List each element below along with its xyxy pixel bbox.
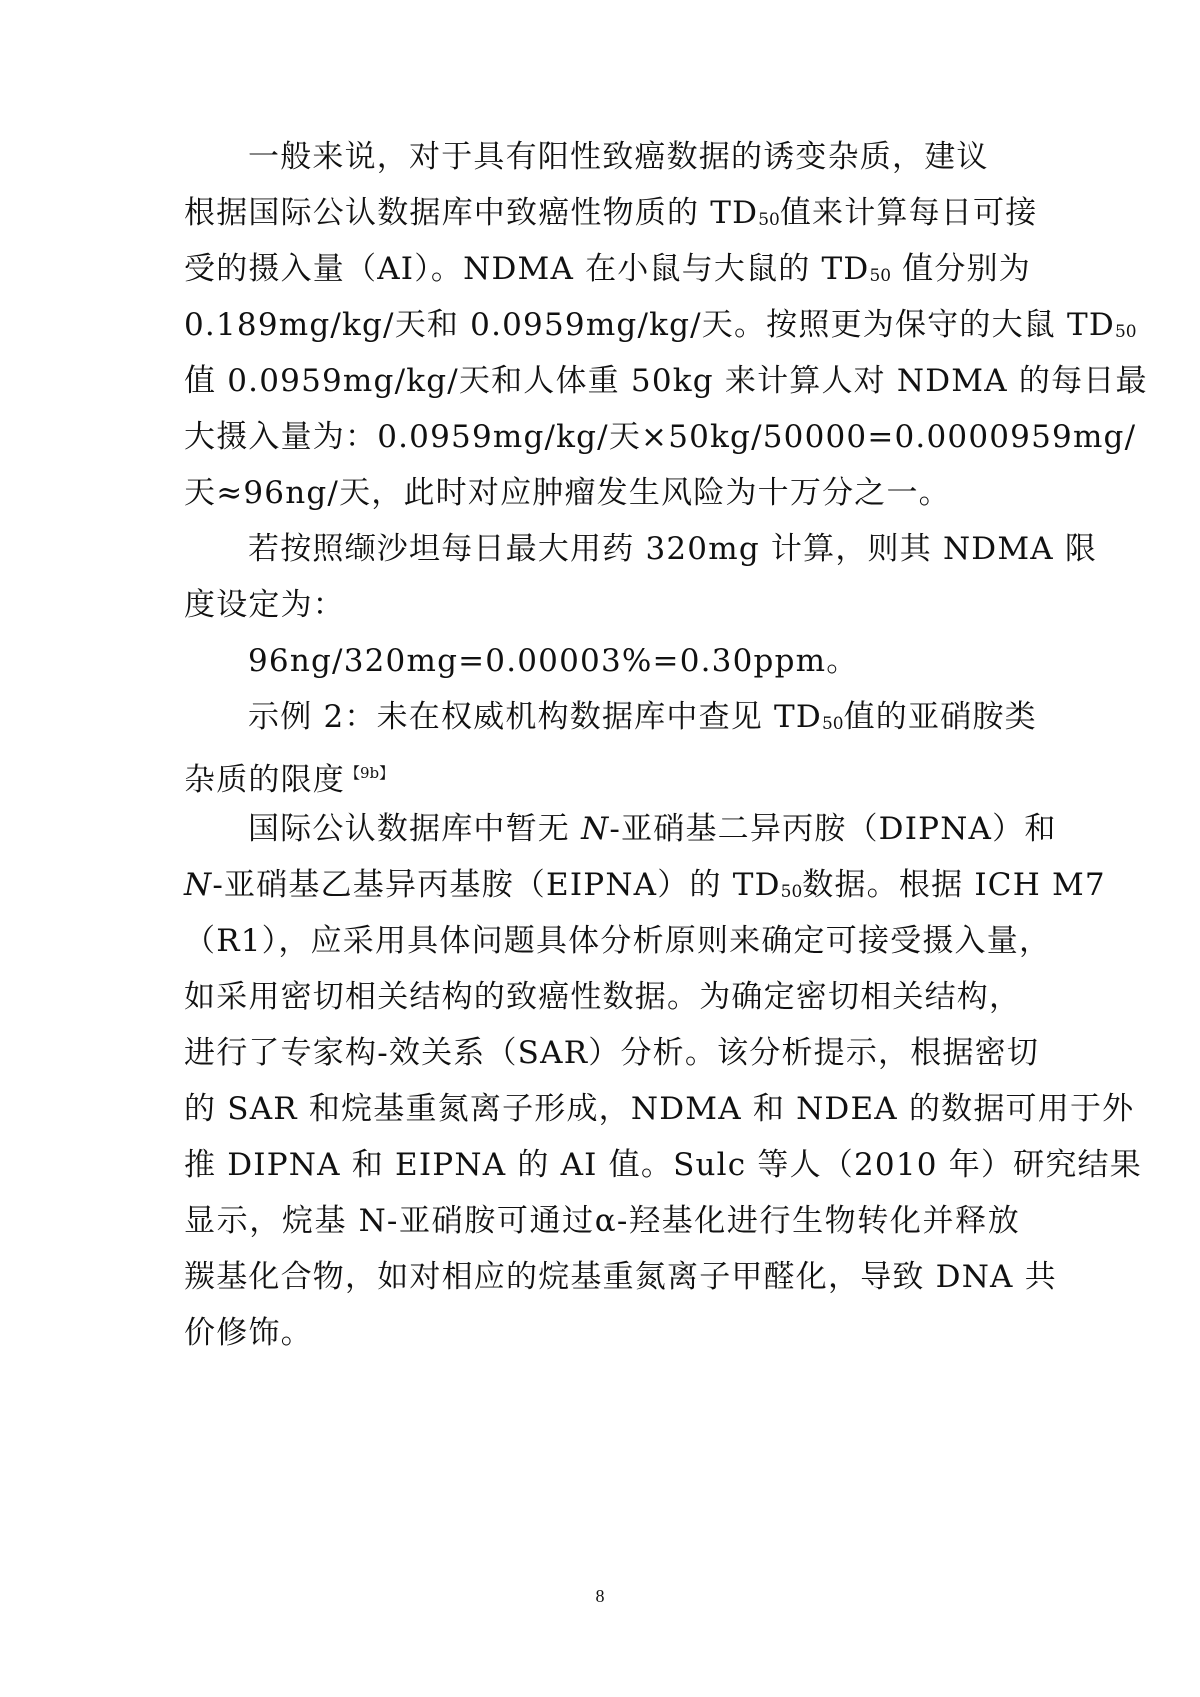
text-line: 度设定为： (184, 587, 345, 623)
text-line: 国际公认数据库中暂无 N-亚硝基二异丙胺（DIPNA）和 (248, 811, 1057, 847)
subscript: 50 (869, 266, 892, 286)
text-line: 羰基化合物，如对相应的烷基重氮离子甲醛化，导致 DNA 共 (184, 1259, 1057, 1295)
text-line: 一般来说，对于具有阳性致癌数据的诱变杂质，建议 (248, 139, 989, 175)
text-line: 若按照缬沙坦每日最大用药 320mg 计算，则其 NDMA 限 (248, 531, 1098, 567)
text-line: 0.189mg/kg/天和 0.0959mg/kg/天。按照更为保守的大鼠 TD50 (184, 307, 1137, 343)
reference-marker: 【9b】 (345, 764, 395, 782)
text-line: 根据国际公认数据库中致癌性物质的 TD50值来计算每日可接 (184, 195, 1038, 231)
text-line: 受的摄入量（AI）。NDMA 在小鼠与大鼠的 TD50 值分别为 (184, 251, 1031, 287)
text-line: 如采用密切相关结构的致癌性数据。为确定密切相关结构， (184, 979, 1022, 1015)
subscript: 50 (821, 714, 844, 734)
text-line: （R1），应采用具体问题具体分析原则来确定可接受摄入量， (184, 923, 1052, 959)
subscript: 50 (758, 210, 780, 230)
subscript: 50 (780, 882, 803, 902)
text-line: 显示，烷基 N-亚硝胺可通过α-羟基化进行生物转化并释放 (184, 1203, 1020, 1239)
text-line: 的 SAR 和烷基重氮离子形成，NDMA 和 NDEA 的数据可用于外 (184, 1091, 1135, 1127)
text-line: N-亚硝基乙基异丙基胺（EIPNA）的 TD50数据。根据 ICH M7 (184, 867, 1106, 903)
page-number: 8 (595, 1586, 605, 1606)
text-line: 推 DIPNA 和 EIPNA 的 AI 值。Sulc 等人（2010 年）研究结果 (184, 1147, 1142, 1183)
text-line: 值 0.0959mg/kg/天和人体重 50kg 来计算人对 NDMA 的每日最 (184, 363, 1148, 399)
formula-line: 96ng/320mg=0.00003%=0.30ppm。 (248, 643, 859, 679)
subscript: 50 (1114, 322, 1137, 342)
text-line: 大摄入量为：0.0959mg/kg/天×50kg/50000=0.0000959mg/ (184, 419, 1137, 455)
text-line: 进行了专家构-效关系（SAR）分析。该分析提示，根据密切 (184, 1035, 1040, 1071)
text-line: 杂质的限度$^{【9b】}$ (184, 762, 395, 798)
text-line: 示例 2：未在权威机构数据库中查见 TD50值的亚硝胺类 (248, 699, 1037, 735)
text-line: 天≈96ng/天，此时对应肿瘤发生风险为十万分之一。 (184, 475, 951, 511)
text-line: 价修饰。 (184, 1315, 313, 1351)
